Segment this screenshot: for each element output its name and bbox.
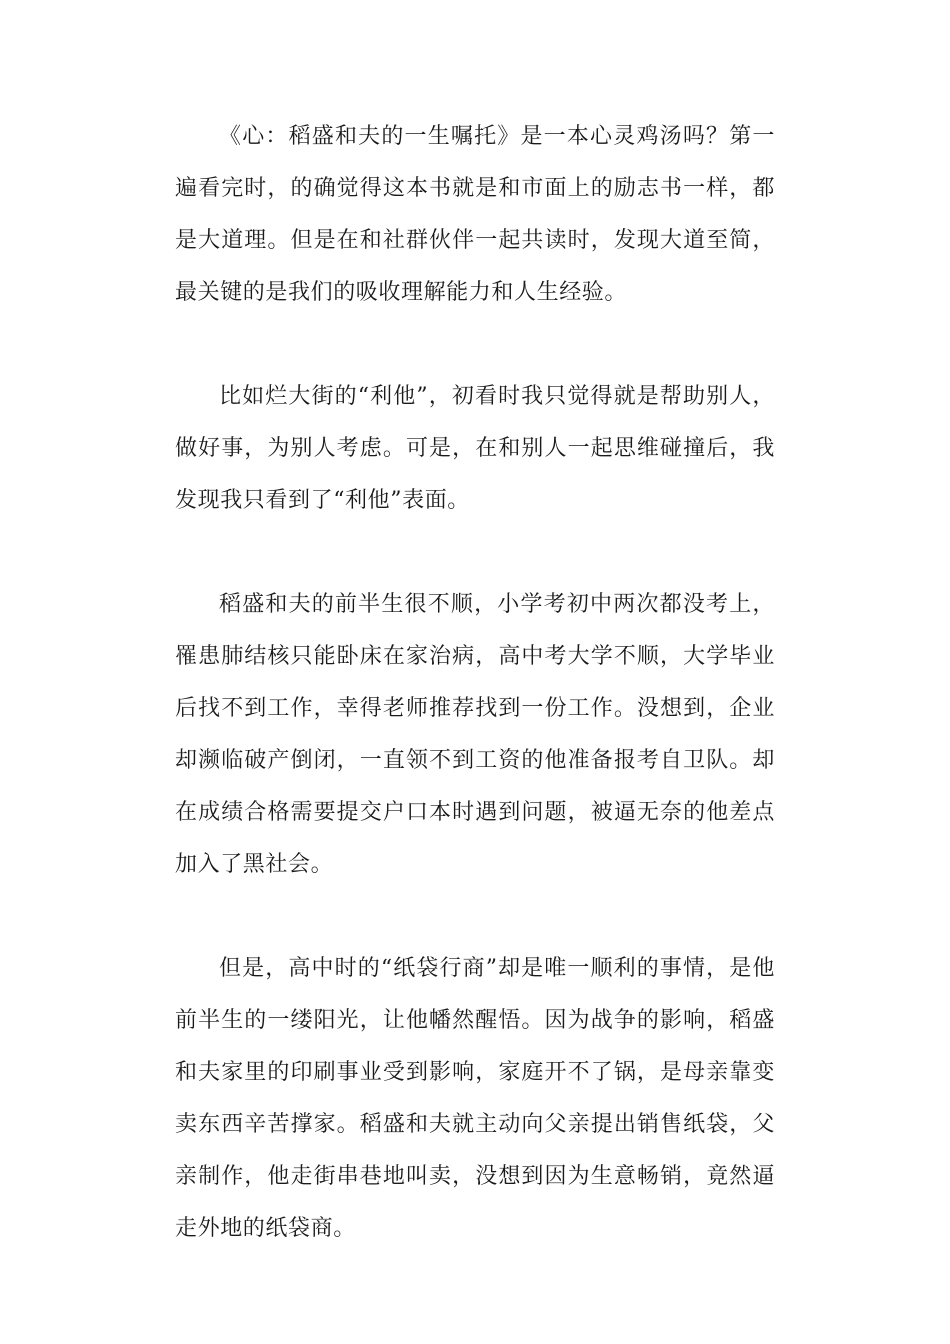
paragraph: 稻盛和夫的前半生很不顺，小学考初中两次都没考上，罹患肺结核只能卧床在家治病，高中考大学不顺，大学毕业后找不到工作，幸得老师推荐找到一份工作。没想到，企业却濒临破产倒闭，一直领不到工资的他准备报考自卫队。却在成绩合格需要提交户口本时遇到问题，被逼无奈的他差点加入了黑社会。	[175, 592, 775, 877]
paragraph: 但是，高中时的“纸袋行商”却是唯一顺利的事情，是他前半生的一缕阳光，让他幡然醒悟。因为战争的影响，稻盛和夫家里的印刷事业受到影响，家庭开不了锅，是母亲靠变卖东西辛苦撑家。稻盛和夫就主动向父亲提出销售纸袋，父亲制作，他走街串巷地叫卖，没想到因为生意畅销，竟然逼走外地的纸袋商。	[175, 956, 775, 1241]
paragraph: 《心：稻盛和夫的一生嘱托》是一本心灵鸡汤吗？第一遍看完时，的确觉得这本书就是和市面上的励志书一样，都是大道理。但是在和社群伙伴一起共读时，发现大道至简，最关键的是我们的吸收理解能力和人生经验。	[175, 124, 775, 305]
document-body	[175, 111, 775, 1255]
paragraph: 比如烂大街的“利他”，初看时我只觉得就是帮助别人，做好事，为别人考虑。可是，在和别人一起思维碰撞后，我发现我只看到了“利他”表面。	[175, 384, 775, 513]
